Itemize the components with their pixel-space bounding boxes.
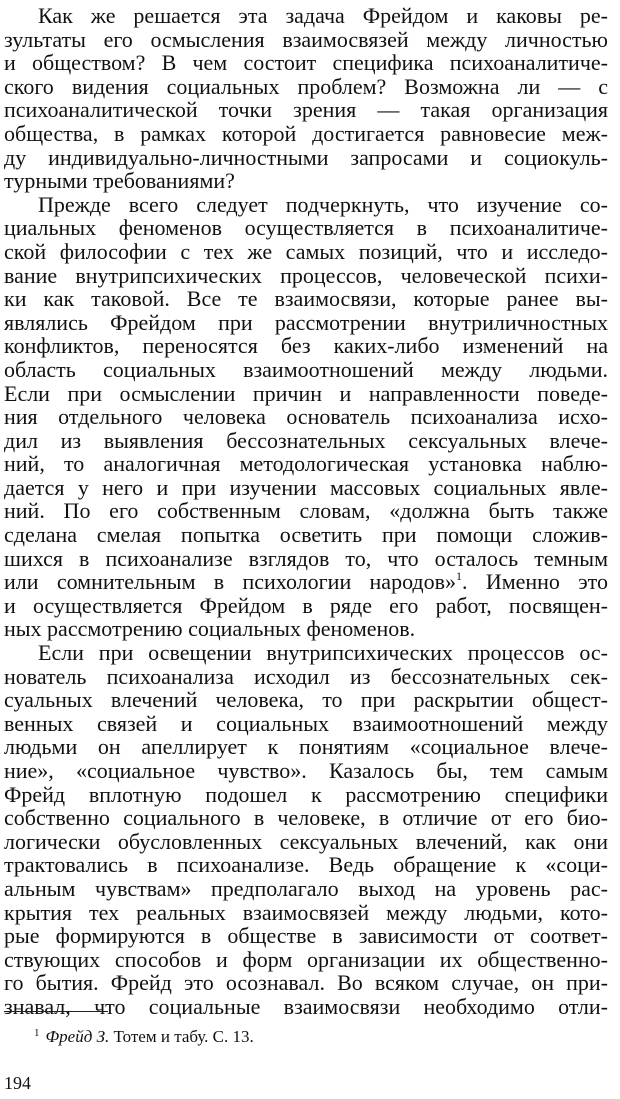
paragraph-3 — [4, 641, 608, 1019]
text-line: Если при осмыслении причин и направленности поведе- — [4, 380, 608, 406]
text-line: вание внутрипсихических процессов, человеческой психи- — [4, 262, 608, 288]
line-head: или сомнительным в психологии народов» — [4, 569, 457, 595]
text-line: суальных влечений человека, то при раскрытии общест- — [4, 687, 608, 713]
text-line: ду индивидуально-личностными запросами и социокуль- — [4, 144, 608, 170]
text-line: психоаналитической точки зрения — такая организация — [4, 97, 608, 123]
text-line: ского видения социальных проблем? Возможна ли — с — [4, 73, 608, 99]
text-line: общества, в рамках которой достигается равновесие меж- — [4, 120, 608, 146]
text-line: ния отдельного человека основатель психоанализа исхо- — [4, 404, 608, 430]
footnote-text: Тотем и табу. С. 13. — [113, 1027, 254, 1046]
text-line: турными требованиями? — [4, 168, 235, 194]
text-line: собственно социального в человеке, в отличие от его био- — [4, 805, 608, 831]
paragraph-2 — [4, 193, 608, 641]
text-line: альным чувствам» предполагало выход на уровень рас- — [4, 875, 608, 901]
text-line: логически обусловленных сексуальных влечений, как они — [4, 828, 608, 854]
text-line: Фрейд вплотную подошел к рассмотрению специфики — [4, 781, 608, 807]
paragraph-1 — [4, 4, 608, 193]
footnote-divider — [4, 1011, 108, 1012]
text-line: го бытия. Фрейд это осознавал. Во всяком случае, он при- — [4, 970, 608, 996]
text-line: знавал, что социальные взаимосвязи необходимо отли- — [4, 993, 608, 1019]
text-line: конфликтов, переносятся без каких-либо изменений на — [4, 333, 608, 359]
page-body — [4, 4, 608, 1019]
footnote-mark: 1 — [34, 1027, 40, 1039]
text-line: циальных феноменов осуществляется в психоаналитиче- — [4, 215, 608, 241]
footnote-author: Фрейд З. — [45, 1027, 110, 1046]
text-line: ки как таковой. Все те взаимосвязи, которые ранее вы- — [4, 286, 608, 312]
text-line: зультаты его осмысления взаимосвязей между личностью — [4, 26, 608, 52]
text-line: нователь психоанализа исходил из бессознательных сек- — [4, 663, 608, 689]
text-line: Как же решается эта задача Фрейдом и каковы ре- — [38, 3, 608, 28]
text-line: дил из выявления бессознательных сексуальных влече- — [4, 427, 608, 453]
text-line: крытия тех реальных взаимосвязей между людьми, кото- — [4, 899, 608, 925]
text-line: являлись Фрейдом при рассмотрении внутриличностных — [4, 309, 608, 335]
text-line: рые формируются в обществе в зависимости от соответ- — [4, 923, 608, 949]
text-line: ние», «социальное чувство». Казалось бы, тем самым — [4, 758, 608, 783]
text-line: шихся в психоанализе взглядов то, что осталось темным — [4, 545, 608, 571]
text-line: венных связей и социальных взаимоотношений между — [4, 710, 608, 736]
text-line: ний. По его собственным словам, «должна быть также — [4, 498, 608, 524]
text-line: ных рассмотрению социальных феноменов. — [4, 616, 416, 642]
text-line: трактовались в психоанализе. Ведь обращение к «соци- — [4, 852, 608, 878]
text-line-with-footnote — [4, 570, 608, 594]
text-line: и осуществляется Фрейдом в ряде его работ, посвящен- — [4, 592, 608, 618]
text-line: Прежде всего следует подчеркнуть, что изучение со- — [38, 191, 608, 217]
text-line: сделана смелая попытка осветить при помощи сложив- — [4, 522, 608, 548]
page-number: 194 — [4, 1073, 31, 1093]
text-line: ской философии с тех же самых позиций, что и исследо- — [4, 238, 608, 264]
text-line: ний, то аналогичная методологическая установка наблю- — [4, 451, 608, 477]
footnote — [34, 1022, 254, 1048]
text-line: и обществом? В чем состоит специфика психоаналитиче- — [4, 50, 608, 76]
text-line: дается у него и при изучении массовых социальных явле- — [4, 474, 608, 500]
text-line: людьми он апеллирует к понятиям «социальное влече- — [4, 734, 608, 760]
text-line: ствующих способов и форм организации их общественно- — [4, 946, 608, 972]
footnote-reference[interactable]: 1 — [456, 569, 463, 584]
text-line: область социальных взаимоотношений между людьми. — [4, 356, 608, 382]
text-line: Если при освещении внутрипсихических процессов ос- — [38, 640, 608, 666]
line-tail: . Именно это — [462, 569, 609, 595]
